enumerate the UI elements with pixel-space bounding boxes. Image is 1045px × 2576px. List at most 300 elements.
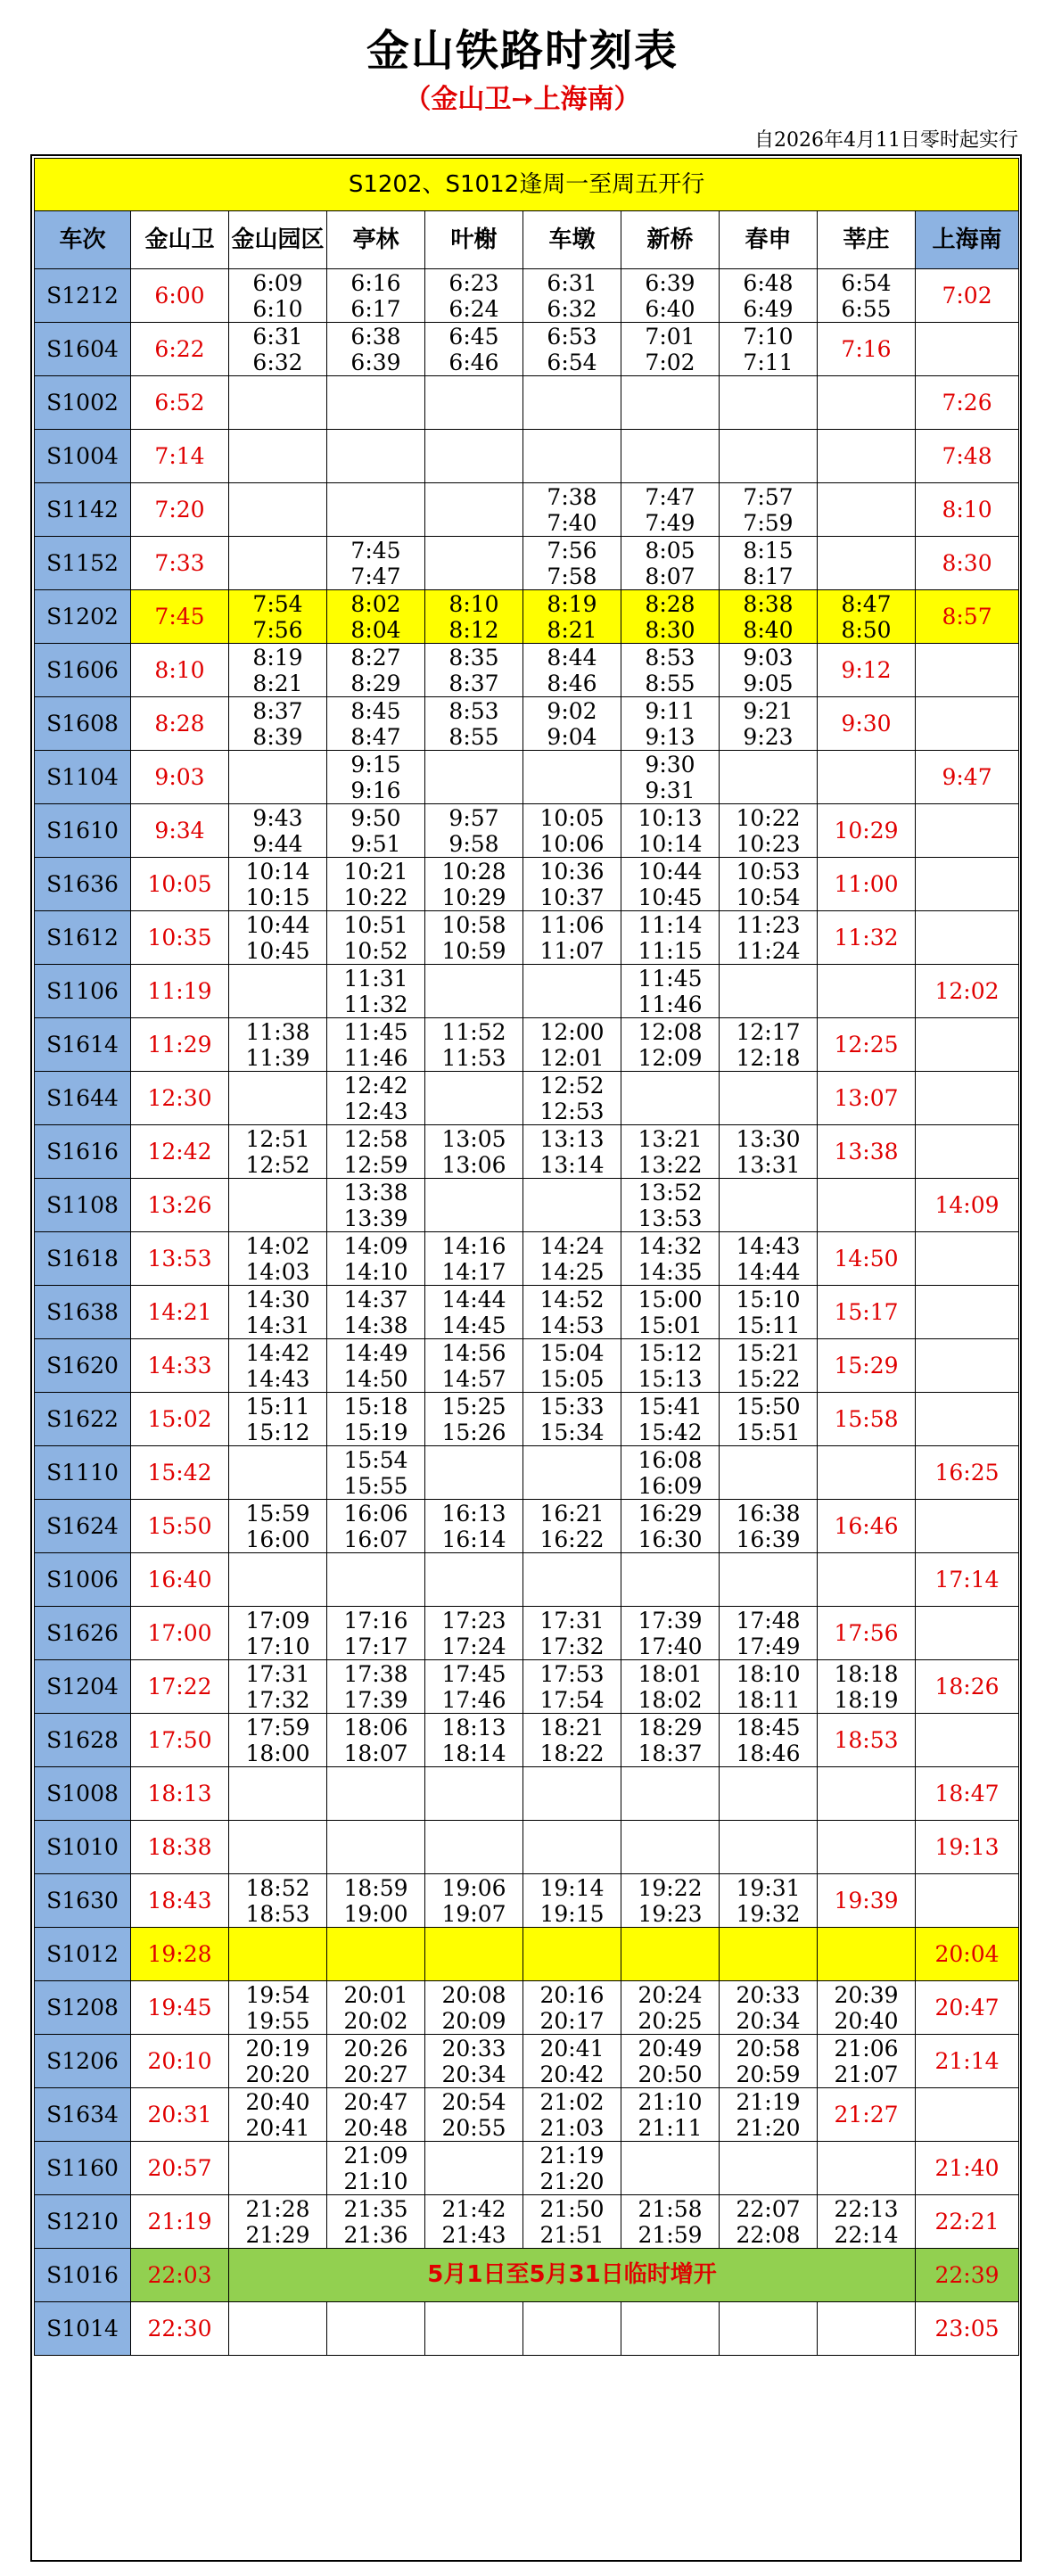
arrival-time: 20:08 xyxy=(441,1981,506,2008)
terminal-arrival-time: 7:48 xyxy=(916,430,1019,483)
stop-time-cell xyxy=(720,1018,818,1072)
stop-time-cell xyxy=(425,2195,523,2249)
departure-time: 20:59 xyxy=(736,2061,801,2087)
stop-time-cell xyxy=(327,2088,425,2142)
arrival-time: 16:21 xyxy=(539,1500,605,1527)
stop-time-cell xyxy=(523,2035,621,2088)
train-number: S1614 xyxy=(35,1018,131,1072)
arrival-time: 20:49 xyxy=(638,2035,703,2062)
stop-time-cell xyxy=(523,1874,621,1928)
departure-time: 16:09 xyxy=(638,1472,703,1499)
stop-time-cell xyxy=(720,1446,818,1500)
arrival-time: 14:24 xyxy=(539,1232,605,1259)
departure-time: 18:19 xyxy=(834,1686,899,1713)
departure-time: 16:40 xyxy=(131,1553,229,1607)
train-number: S1620 xyxy=(35,1339,131,1393)
stop-time-cell xyxy=(229,1072,327,1125)
stop-time-cell xyxy=(327,1232,425,1286)
departure-time: 9:44 xyxy=(252,830,303,857)
table-row xyxy=(35,537,1019,590)
table-row xyxy=(35,1446,1019,1500)
stop-time-cell xyxy=(720,1821,818,1874)
column-header-station: 金山卫 xyxy=(131,211,229,269)
stop-time-cell xyxy=(621,644,720,697)
departure-time: 6:39 xyxy=(350,349,401,375)
stop-time-cell xyxy=(229,644,327,697)
arrival-time: 18:01 xyxy=(638,1660,703,1687)
stop-time-cell xyxy=(425,858,523,911)
arrival-time: 8:19 xyxy=(252,644,303,671)
stop-time-cell xyxy=(720,965,818,1018)
departure-time: 20:09 xyxy=(441,2007,506,2034)
stop-time-cell xyxy=(229,911,327,965)
table-row xyxy=(35,858,1019,911)
departure-time: 10:06 xyxy=(539,830,605,857)
stop-time-cell xyxy=(425,1125,523,1179)
departure-time: 17:10 xyxy=(245,1633,310,1659)
arrival-time: 11:14 xyxy=(638,911,703,938)
departure-time: 20:55 xyxy=(441,2114,506,2141)
departure-time: 20:25 xyxy=(638,2007,703,2034)
terminal-arrival-time xyxy=(916,1125,1019,1179)
departure-time: 15:12 xyxy=(245,1419,310,1445)
departure-time: 14:17 xyxy=(441,1258,506,1285)
departure-time: 8:21 xyxy=(252,670,303,696)
table-row xyxy=(35,1339,1019,1393)
stop-time-cell xyxy=(720,697,818,751)
stop-time-cell xyxy=(425,483,523,537)
stop-time-cell xyxy=(621,751,720,804)
stop-time-cell xyxy=(327,1928,425,1981)
stop-time-cell xyxy=(720,2088,818,2142)
arrival-time: 17:48 xyxy=(736,1607,801,1634)
departure-time: 7:47 xyxy=(350,563,401,589)
arrival-time: 10:28 xyxy=(441,858,506,885)
effective-date: 自2026年4月11日零时起实行 xyxy=(754,129,1018,152)
stop-time-cell xyxy=(425,1500,523,1553)
arrival-time: 6:23 xyxy=(448,269,499,296)
arrival-time: 10:14 xyxy=(245,858,310,885)
terminal-arrival-time xyxy=(916,697,1019,751)
table-row xyxy=(35,644,1019,697)
arrival-time: 22:07 xyxy=(736,2195,801,2222)
arrival-time: 19:54 xyxy=(245,1981,310,2008)
arrival-time: 12:58 xyxy=(343,1125,408,1152)
arrival-time: 13:21 xyxy=(638,1125,703,1152)
train-number: S1618 xyxy=(35,1232,131,1286)
arrival-time: 11:38 xyxy=(245,1018,310,1045)
departure-time: 14:43 xyxy=(245,1365,310,1392)
column-header-train-no: 车次 xyxy=(35,211,131,269)
stop-time-cell xyxy=(818,1018,916,1072)
train-number: S1014 xyxy=(35,2302,131,2356)
arrival-time: 12:52 xyxy=(539,1072,605,1099)
stop-time-cell xyxy=(720,644,818,697)
stop-time-cell xyxy=(327,590,425,644)
departure-time: 7:11 xyxy=(743,349,794,375)
stop-time-cell xyxy=(818,858,916,911)
stop-time-cell xyxy=(818,537,916,590)
departure-time: 6:46 xyxy=(448,349,499,375)
departure-time: 21:29 xyxy=(245,2221,310,2248)
departure-time: 7:45 xyxy=(131,590,229,644)
departure-time: 11:19 xyxy=(131,965,229,1018)
departure-time: 7:20 xyxy=(131,483,229,537)
stop-time-cell xyxy=(621,1125,720,1179)
departure-time: 6:40 xyxy=(645,295,695,322)
arrival-time: 14:50 xyxy=(834,1246,899,1272)
stop-time-cell xyxy=(720,2302,818,2356)
stop-time-cell xyxy=(818,1339,916,1393)
stop-time-cell xyxy=(720,537,818,590)
stop-time-cell xyxy=(425,1607,523,1660)
arrival-time: 11:23 xyxy=(736,911,801,938)
departure-time: 20:31 xyxy=(131,2088,229,2142)
arrival-time: 7:45 xyxy=(350,537,401,564)
stop-time-cell xyxy=(229,430,327,483)
stop-time-cell xyxy=(720,269,818,323)
departure-time: 12:59 xyxy=(343,1151,408,1178)
departure-time: 8:50 xyxy=(841,616,892,643)
train-number: S1628 xyxy=(35,1714,131,1767)
departure-time: 15:50 xyxy=(131,1500,229,1553)
arrival-time: 21:19 xyxy=(736,2088,801,2115)
table-row xyxy=(35,483,1019,537)
stop-time-cell xyxy=(720,1393,818,1446)
terminal-arrival-time: 23:05 xyxy=(916,2302,1019,2356)
stop-time-cell xyxy=(818,1660,916,1714)
stop-time-cell xyxy=(621,965,720,1018)
train-number: S1152 xyxy=(35,537,131,590)
departure-time: 15:26 xyxy=(441,1419,506,1445)
stop-time-cell xyxy=(229,1767,327,1821)
column-header-station: 亭林 xyxy=(327,211,425,269)
stop-time-cell xyxy=(425,751,523,804)
arrival-time: 11:32 xyxy=(834,925,899,951)
arrival-time: 7:57 xyxy=(743,483,794,510)
arrival-time: 8:37 xyxy=(252,697,303,724)
departure-time: 11:29 xyxy=(131,1018,229,1072)
departure-time: 19:32 xyxy=(736,1900,801,1927)
arrival-time: 21:06 xyxy=(834,2035,899,2062)
arrival-time: 20:54 xyxy=(441,2088,506,2115)
train-number: S1202 xyxy=(35,590,131,644)
arrival-time: 10:21 xyxy=(343,858,408,885)
arrival-time: 15:04 xyxy=(539,1339,605,1366)
departure-time: 8:21 xyxy=(547,616,597,643)
table-row xyxy=(35,1500,1019,1553)
arrival-time: 15:17 xyxy=(834,1299,899,1325)
arrival-time: 16:29 xyxy=(638,1500,703,1527)
departure-time: 13:26 xyxy=(131,1179,229,1232)
stop-time-cell xyxy=(327,1821,425,1874)
stop-time-cell xyxy=(327,1500,425,1553)
stop-time-cell xyxy=(818,1714,916,1767)
arrival-time: 8:53 xyxy=(645,644,695,671)
departure-time: 17:40 xyxy=(638,1633,703,1659)
table-row xyxy=(35,376,1019,430)
stop-time-cell xyxy=(229,1500,327,1553)
stop-time-cell xyxy=(621,1981,720,2035)
stop-time-cell xyxy=(720,1339,818,1393)
arrival-time: 18:45 xyxy=(736,1714,801,1741)
departure-time: 15:05 xyxy=(539,1365,605,1392)
stop-time-cell xyxy=(327,1553,425,1607)
timetable xyxy=(34,158,1019,2356)
stop-time-cell xyxy=(229,1179,327,1232)
departure-time: 14:10 xyxy=(343,1258,408,1285)
arrival-time: 14:42 xyxy=(245,1339,310,1366)
arrival-time: 11:45 xyxy=(638,965,703,992)
arrival-time: 7:38 xyxy=(547,483,597,510)
departure-time: 13:14 xyxy=(539,1151,605,1178)
stop-time-cell xyxy=(425,1553,523,1607)
stop-time-cell xyxy=(425,2142,523,2195)
stop-time-cell xyxy=(621,1500,720,1553)
stop-time-cell xyxy=(720,590,818,644)
arrival-time: 9:43 xyxy=(252,804,303,831)
stop-time-cell xyxy=(229,751,327,804)
departure-time: 17:54 xyxy=(539,1686,605,1713)
departure-time: 18:13 xyxy=(131,1767,229,1821)
stop-time-cell xyxy=(720,1767,818,1821)
departure-time: 7:02 xyxy=(645,349,695,375)
arrival-time: 20:26 xyxy=(343,2035,408,2062)
departure-time: 14:38 xyxy=(343,1312,408,1338)
arrival-time: 14:32 xyxy=(638,1232,703,1259)
arrival-time: 17:23 xyxy=(441,1607,506,1634)
table-row xyxy=(35,697,1019,751)
arrival-time: 15:29 xyxy=(834,1353,899,1379)
arrival-time: 9:30 xyxy=(645,751,695,778)
arrival-time: 6:39 xyxy=(645,269,695,296)
arrival-time: 14:44 xyxy=(441,1286,506,1313)
train-number: S1008 xyxy=(35,1767,131,1821)
arrival-time: 18:21 xyxy=(539,1714,605,1741)
departure-time: 19:00 xyxy=(343,1900,408,1927)
departure-time: 10:29 xyxy=(441,884,506,910)
stop-time-cell xyxy=(229,483,327,537)
departure-time: 11:32 xyxy=(343,991,408,1017)
arrival-time: 12:00 xyxy=(539,1018,605,1045)
departure-time: 12:18 xyxy=(736,1044,801,1071)
stop-time-cell xyxy=(229,858,327,911)
stop-time-cell xyxy=(818,751,916,804)
stop-time-cell xyxy=(523,430,621,483)
departure-time: 21:20 xyxy=(736,2114,801,2141)
table-row xyxy=(35,1767,1019,1821)
stop-time-cell xyxy=(720,323,818,376)
arrival-time: 13:30 xyxy=(736,1125,801,1152)
table-row xyxy=(35,751,1019,804)
stop-time-cell xyxy=(621,537,720,590)
departure-time: 6:55 xyxy=(841,295,892,322)
departure-time: 7:33 xyxy=(131,537,229,590)
stop-time-cell xyxy=(720,1874,818,1928)
stop-time-cell xyxy=(720,911,818,965)
departure-time: 7:40 xyxy=(547,509,597,536)
table-row xyxy=(35,2195,1019,2249)
departure-time: 9:51 xyxy=(350,830,401,857)
departure-time: 9:13 xyxy=(645,723,695,750)
stop-time-cell xyxy=(621,2088,720,2142)
departure-time: 9:16 xyxy=(350,777,401,803)
train-number: S1210 xyxy=(35,2195,131,2249)
terminal-arrival-time: 21:14 xyxy=(916,2035,1019,2088)
stop-time-cell xyxy=(621,1553,720,1607)
stop-time-cell xyxy=(523,1179,621,1232)
stop-time-cell xyxy=(621,1714,720,1767)
arrival-time: 9:15 xyxy=(350,751,401,778)
train-number: S1110 xyxy=(35,1446,131,1500)
departure-time: 20:10 xyxy=(131,2035,229,2088)
arrival-time: 6:31 xyxy=(252,323,303,350)
stop-time-cell xyxy=(327,1607,425,1660)
departure-time: 12:43 xyxy=(343,1098,408,1124)
stop-time-cell xyxy=(327,1286,425,1339)
departure-time: 12:52 xyxy=(245,1151,310,1178)
stop-time-cell xyxy=(621,1607,720,1660)
departure-time: 19:55 xyxy=(245,2007,310,2034)
terminal-arrival-time: 9:47 xyxy=(916,751,1019,804)
arrival-time: 21:58 xyxy=(638,2195,703,2222)
arrival-time: 6:48 xyxy=(743,269,794,296)
stop-time-cell xyxy=(621,430,720,483)
stop-time-cell xyxy=(818,1607,916,1660)
departure-time: 11:46 xyxy=(638,991,703,1017)
table-row xyxy=(35,2302,1019,2356)
departure-time: 19:23 xyxy=(638,1900,703,1927)
arrival-time: 15:10 xyxy=(736,1286,801,1313)
departure-time: 10:05 xyxy=(131,858,229,911)
arrival-time: 8:10 xyxy=(448,590,499,617)
stop-time-cell xyxy=(229,323,327,376)
stop-time-cell xyxy=(229,1446,327,1500)
arrival-time: 6:38 xyxy=(350,323,401,350)
train-number: S1622 xyxy=(35,1393,131,1446)
terminal-arrival-time: 8:57 xyxy=(916,590,1019,644)
stop-time-cell xyxy=(720,376,818,430)
train-number: S1626 xyxy=(35,1607,131,1660)
stop-time-cell xyxy=(327,1446,425,1500)
arrival-time: 21:50 xyxy=(539,2195,605,2222)
departure-time: 22:08 xyxy=(736,2221,801,2248)
stop-time-cell xyxy=(621,1767,720,1821)
departure-time: 14:35 xyxy=(638,1258,703,1285)
stop-time-cell xyxy=(425,804,523,858)
stop-time-cell xyxy=(229,1018,327,1072)
stop-time-cell xyxy=(818,1821,916,1874)
departure-time: 16:14 xyxy=(441,1526,506,1552)
stop-time-cell xyxy=(327,2035,425,2088)
arrival-time: 8:44 xyxy=(547,644,597,671)
stop-time-cell xyxy=(229,1607,327,1660)
arrival-time: 6:16 xyxy=(350,269,401,296)
arrival-time: 13:52 xyxy=(638,1179,703,1206)
arrival-time: 8:35 xyxy=(448,644,499,671)
arrival-time: 20:33 xyxy=(736,1981,801,2008)
departure-time: 16:30 xyxy=(638,1526,703,1552)
terminal-arrival-time xyxy=(916,804,1019,858)
stop-time-cell xyxy=(425,2302,523,2356)
stop-time-cell xyxy=(425,1393,523,1446)
stop-time-cell xyxy=(229,697,327,751)
train-number: S1104 xyxy=(35,751,131,804)
train-number: S1616 xyxy=(35,1125,131,1179)
departure-time: 18:46 xyxy=(736,1740,801,1766)
arrival-time: 13:38 xyxy=(834,1139,899,1165)
departure-time: 6:10 xyxy=(252,295,303,322)
stop-time-cell xyxy=(621,2035,720,2088)
operating-notice: S1202、S1012逢周一至周五开行 xyxy=(35,159,1019,211)
departure-time: 18:02 xyxy=(638,1686,703,1713)
departure-time: 12:30 xyxy=(131,1072,229,1125)
departure-time: 8:39 xyxy=(252,723,303,750)
departure-time: 9:34 xyxy=(131,804,229,858)
arrival-time: 8:45 xyxy=(350,697,401,724)
stop-time-cell xyxy=(229,1714,327,1767)
departure-time: 20:41 xyxy=(245,2114,310,2141)
stop-time-cell xyxy=(327,1767,425,1821)
stop-time-cell xyxy=(523,483,621,537)
terminal-arrival-time: 19:13 xyxy=(916,1821,1019,1874)
departure-time: 10:35 xyxy=(131,911,229,965)
departure-time: 15:02 xyxy=(131,1393,229,1446)
stop-time-cell xyxy=(327,323,425,376)
departure-time: 17:46 xyxy=(441,1686,506,1713)
arrival-time: 16:06 xyxy=(343,1500,408,1527)
terminal-arrival-time: 17:14 xyxy=(916,1553,1019,1607)
arrival-time: 6:09 xyxy=(252,269,303,296)
stop-time-cell xyxy=(621,1874,720,1928)
arrival-time: 14:09 xyxy=(343,1232,408,1259)
terminal-arrival-time: 14:09 xyxy=(916,1179,1019,1232)
departure-time: 16:07 xyxy=(343,1526,408,1552)
arrival-time: 7:10 xyxy=(743,323,794,350)
terminal-arrival-time: 22:39 xyxy=(916,2249,1019,2302)
arrival-time: 9:12 xyxy=(841,657,892,683)
stop-time-cell xyxy=(621,483,720,537)
stop-time-cell xyxy=(818,1553,916,1607)
arrival-time: 9:02 xyxy=(547,697,597,724)
stop-time-cell xyxy=(818,269,916,323)
stop-time-cell xyxy=(818,1874,916,1928)
departure-time: 18:11 xyxy=(736,1686,801,1713)
column-header-station: 春申 xyxy=(720,211,818,269)
arrival-time: 10:22 xyxy=(736,804,801,831)
arrival-time: 15:21 xyxy=(736,1339,801,1366)
stop-time-cell xyxy=(621,1821,720,1874)
departure-time: 10:22 xyxy=(343,884,408,910)
stop-time-cell xyxy=(523,1125,621,1179)
stop-time-cell xyxy=(818,1928,916,1981)
table-row xyxy=(35,323,1019,376)
arrival-time: 11:45 xyxy=(343,1018,408,1045)
departure-time: 13:39 xyxy=(343,1205,408,1231)
terminal-arrival-time: 16:25 xyxy=(916,1446,1019,1500)
arrival-time: 15:59 xyxy=(245,1500,310,1527)
departure-time: 8:47 xyxy=(350,723,401,750)
stop-time-cell xyxy=(229,1339,327,1393)
train-number: S1004 xyxy=(35,430,131,483)
arrival-time: 10:13 xyxy=(638,804,703,831)
arrival-time: 17:31 xyxy=(245,1660,310,1687)
stop-time-cell xyxy=(327,1660,425,1714)
arrival-time: 14:02 xyxy=(245,1232,310,1259)
arrival-time: 9:30 xyxy=(841,711,892,737)
stop-time-cell xyxy=(425,376,523,430)
terminal-arrival-time: 18:26 xyxy=(916,1660,1019,1714)
